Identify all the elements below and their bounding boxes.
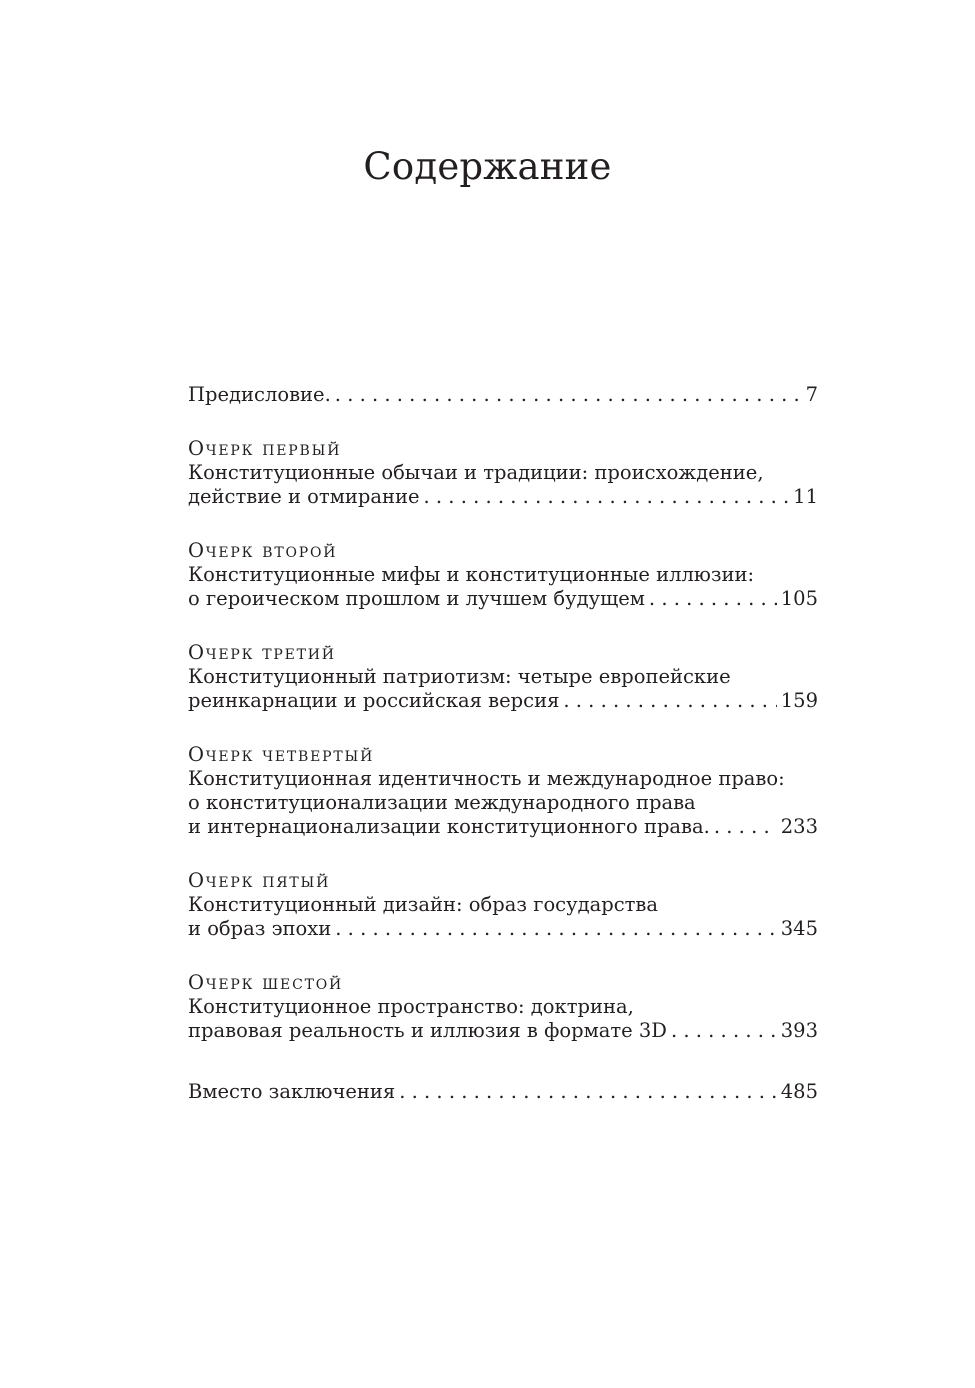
toc-entry-title: Вместо заключения — [188, 1080, 396, 1103]
toc-leader-line — [188, 1080, 818, 1104]
toc-page-number: 159 — [780, 689, 818, 712]
page-title: Содержание — [363, 145, 612, 188]
toc-entry-title-last-line: о героическом прошлом и лучшем будущем — [188, 587, 645, 610]
toc-entry-essay-6[interactable] — [188, 971, 818, 1043]
toc-page-number: 105 — [780, 587, 818, 610]
toc-entry-title-line: Конституционная идентичность и международное право: — [188, 767, 785, 790]
dot-leader — [424, 485, 790, 509]
toc-entry-title-line: Конституционный патриотизм: четыре европейские — [188, 665, 731, 688]
toc-entry-title-line: Конституционное пространство: доктрина, — [188, 995, 634, 1018]
essay-label: Очерк первый — [188, 437, 342, 460]
toc-entry-title-line: о конституционализации международного права — [188, 791, 696, 814]
toc-entry-preface[interactable] — [188, 383, 818, 407]
toc-page-number: 7 — [805, 383, 818, 406]
toc-page-number: 393 — [780, 1019, 818, 1042]
toc-page-number: 11 — [793, 485, 818, 508]
essay-label: Очерк шестой — [188, 971, 344, 994]
toc-entry-essay-3[interactable] — [188, 641, 818, 713]
toc-entry-conclusion[interactable] — [188, 1080, 818, 1104]
dot-leader — [563, 689, 776, 713]
toc-leader-line — [188, 587, 818, 611]
toc-entry-title-last-line: правовая реальность и иллюзия в формате 3D — [188, 1019, 667, 1042]
toc-leader-line — [188, 815, 818, 839]
dot-leader — [335, 917, 776, 941]
dot-leader — [649, 587, 777, 611]
toc-leader-line — [188, 917, 818, 941]
toc-entry-title-last-line: действие и отмирание — [188, 485, 420, 508]
toc-entry-title-last-line: и интернационализации конституционного права. — [188, 815, 710, 838]
toc-entry-title-last-line: реинкарнации и российская версия — [188, 689, 560, 712]
toc-entry-title-line: Конституционные обычаи и традиции: происхождение, — [188, 461, 764, 484]
toc-entry-essay-4[interactable] — [188, 743, 818, 839]
toc-entry-essay-5[interactable] — [188, 869, 818, 941]
essay-label: Очерк второй — [188, 539, 338, 562]
toc-entry-title: Предисловие. — [188, 383, 331, 406]
dot-leader — [335, 383, 802, 407]
toc-page-number: 345 — [780, 917, 818, 940]
toc-leader-line — [188, 485, 818, 509]
dot-leader — [714, 815, 777, 839]
toc-page-number: 233 — [780, 815, 818, 838]
toc-leader-line — [188, 1019, 818, 1043]
toc-leader-line — [188, 383, 818, 407]
table-of-contents — [188, 383, 818, 1104]
essay-label: Очерк третий — [188, 641, 336, 664]
toc-leader-line — [188, 689, 818, 713]
toc-entry-essay-1[interactable] — [188, 437, 818, 509]
toc-entry-essay-2[interactable] — [188, 539, 818, 611]
dot-leader — [399, 1080, 777, 1104]
essay-label: Очерк пятый — [188, 869, 331, 892]
toc-entry-title-line: Конституционный дизайн: образ государства — [188, 893, 659, 916]
dot-leader — [671, 1019, 777, 1043]
toc-page-number: 485 — [780, 1080, 818, 1103]
essay-label: Очерк четвертый — [188, 743, 375, 766]
toc-entry-title-last-line: и образ эпохи — [188, 917, 332, 940]
toc-entry-title-line: Конституционные мифы и конституционные иллюзии: — [188, 563, 755, 586]
